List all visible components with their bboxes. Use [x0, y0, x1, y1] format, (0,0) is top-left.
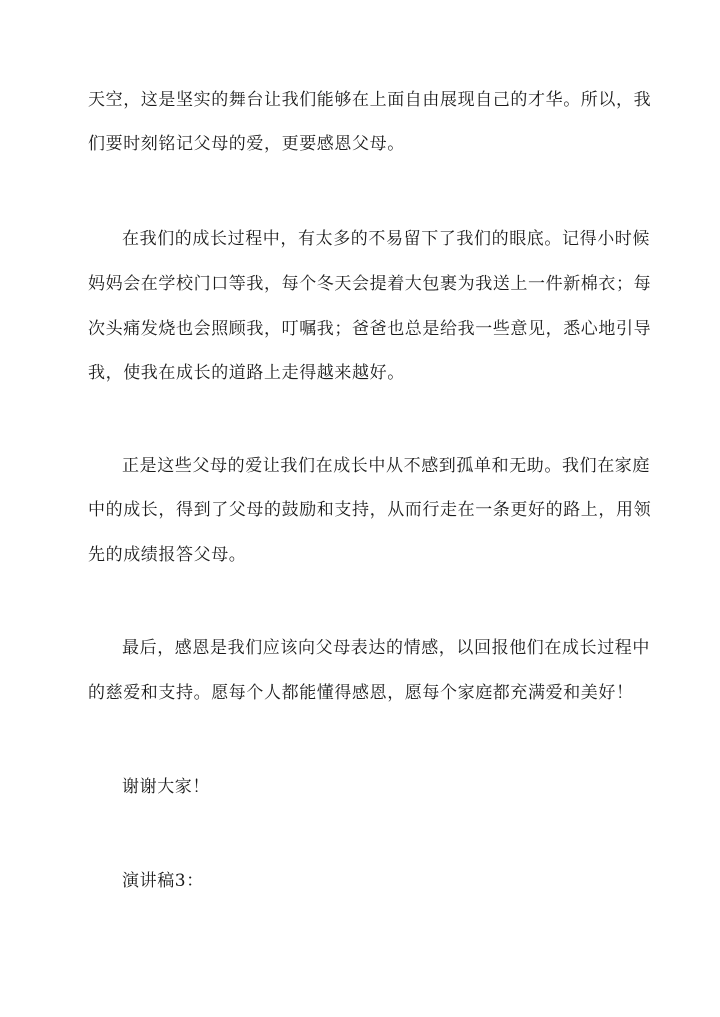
paragraph-2-line-3: 次头痛发烧也会照顾我，叮嘱我；爸爸也总是给我一些意见，悉心地引导 [88, 319, 652, 339]
paragraph-2-line-1: 在我们的成长过程中，有太多的不易留下了我们的眼底。记得小时候 [122, 229, 650, 249]
paragraph-4-line-2: 的慈爱和支持。愿每个人都能懂得感恩，愿每个家庭都充满爱和美好！ [88, 683, 634, 703]
paragraph-1-line-2: 们要时刻铭记父母的爱，更要感恩父母。 [88, 134, 405, 154]
paragraph-3-line-1: 正是这些父母的爱让我们在成长中从不感到孤单和无助。我们在家庭 [122, 456, 650, 476]
paragraph-1-line-1: 天空，这是坚实的舞台让我们能够在上面自由展现自己的才华。所以，我 [88, 90, 652, 110]
paragraph-2-line-2: 妈妈会在学校门口等我，每个冬天会提着大包裹为我送上一件新棉衣；每 [88, 274, 652, 294]
paragraph-4-line-1: 最后，感恩是我们应该向父母表达的情感，以回报他们在成长过程中 [122, 638, 650, 658]
paragraph-3-line-2: 中的成长，得到了父母的鼓励和支持，从而行走在一条更好的路上，用领 [88, 500, 652, 520]
paragraph-3-line-3: 先的成绩报答父母。 [88, 545, 247, 565]
paragraph-2-line-4: 我，使我在成长的道路上走得越来越好。 [88, 363, 405, 383]
closing-thanks: 谢谢大家！ [122, 777, 210, 797]
section-heading-speech-3: 演讲稿3： [122, 871, 204, 891]
